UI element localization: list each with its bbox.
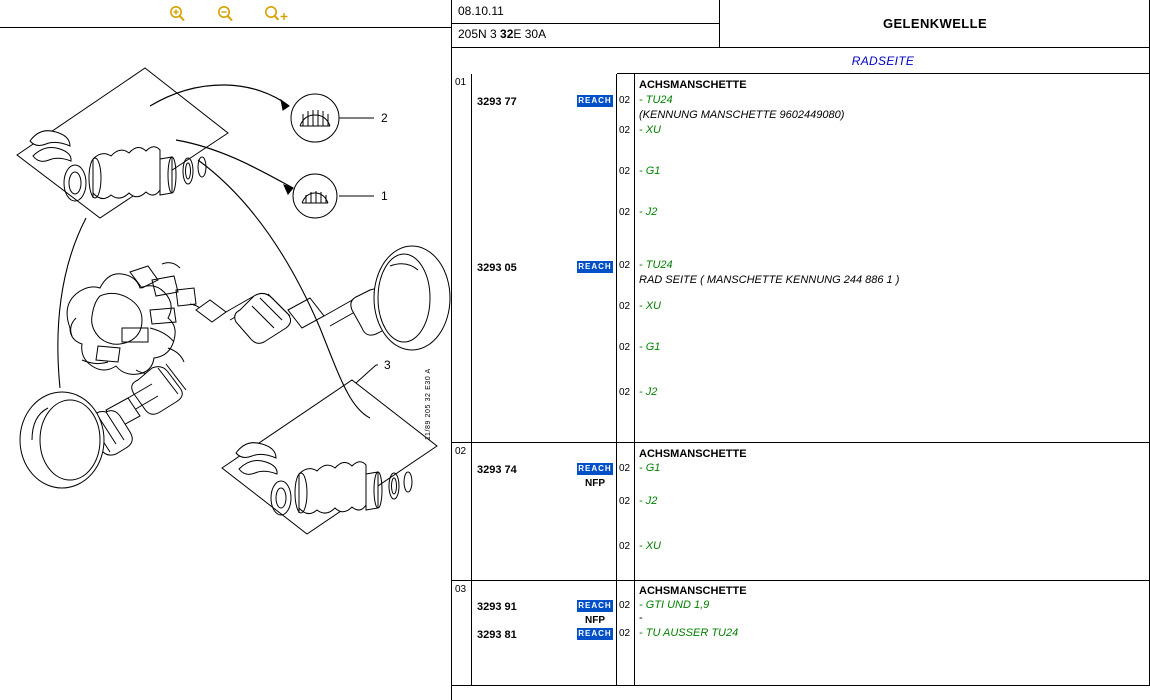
callout-number-3: 3 bbox=[384, 358, 391, 372]
description-variant: - TU24 bbox=[639, 94, 673, 106]
description-variant: - G1 bbox=[639, 341, 661, 353]
description-variant: - G1 bbox=[639, 165, 661, 177]
part-number[interactable]: 3293 05 bbox=[477, 262, 517, 274]
quantity: 02 bbox=[619, 301, 631, 312]
quantity: 02 bbox=[619, 125, 631, 136]
reach-badge: REACH bbox=[578, 96, 612, 105]
group-descriptions bbox=[635, 581, 1149, 686]
callout-number-1: 1 bbox=[381, 189, 388, 203]
description-variant: - J2 bbox=[639, 495, 658, 507]
part-number[interactable]: 3293 81 bbox=[477, 629, 517, 641]
table-row bbox=[452, 74, 1149, 443]
quantity: 02 bbox=[619, 342, 631, 353]
quantity: 02 bbox=[619, 496, 631, 507]
table-row bbox=[452, 443, 1149, 581]
group-index: 02 bbox=[452, 443, 472, 580]
table-row bbox=[452, 581, 1149, 686]
quantity: 02 bbox=[619, 541, 631, 552]
quantity: 02 bbox=[619, 260, 631, 271]
reach-badge: REACH bbox=[578, 629, 612, 638]
description-variant: - XU bbox=[639, 124, 661, 136]
page-title: GELENKWELLE bbox=[882, 16, 988, 31]
quantity: 02 bbox=[619, 95, 631, 106]
drawing-code: 11/89 205 32 E30 A bbox=[425, 368, 432, 440]
header-left bbox=[452, 0, 720, 47]
description-title: ACHSMANSCHETTE bbox=[639, 585, 747, 597]
group-quantities bbox=[617, 74, 635, 442]
header-date: 08.10.11 bbox=[458, 4, 504, 18]
axle-shaft-illustration bbox=[0, 28, 451, 699]
callout-number-2: 2 bbox=[381, 111, 388, 125]
parts-table bbox=[452, 74, 1150, 686]
header-reference bbox=[458, 27, 546, 41]
group-index: 03 bbox=[452, 581, 472, 686]
zoom-fit-icon[interactable] bbox=[263, 4, 285, 24]
description-variant: - G1 bbox=[639, 462, 661, 474]
nfp-badge: NFP bbox=[585, 478, 605, 489]
description-variant: - J2 bbox=[639, 386, 658, 398]
diagram-panel bbox=[0, 0, 452, 700]
description-separator: - bbox=[639, 612, 643, 624]
quantity: 02 bbox=[619, 628, 631, 639]
header-divider bbox=[452, 23, 719, 24]
zoom-toolbar bbox=[0, 0, 451, 28]
reach-badge: REACH bbox=[578, 464, 612, 473]
group-references bbox=[472, 443, 617, 580]
document-header bbox=[452, 0, 1150, 48]
quantity: 02 bbox=[619, 387, 631, 398]
quantity: 02 bbox=[619, 600, 631, 611]
description-title: ACHSMANSCHETTE bbox=[639, 79, 747, 91]
group-references bbox=[472, 581, 617, 686]
header-ref-prefix: 205N 3 bbox=[458, 27, 501, 41]
description-note: RAD SEITE ( MANSCHETTE KENNUNG 244 886 1 ) bbox=[639, 274, 900, 286]
description-note: (KENNUNG MANSCHETTE 9602449080) bbox=[639, 109, 845, 121]
quantity: 02 bbox=[619, 207, 631, 218]
description-variant: - TU AUSSER TU24 bbox=[639, 627, 739, 639]
quantity: 02 bbox=[619, 463, 631, 474]
part-number[interactable]: 3293 91 bbox=[477, 601, 517, 613]
description-variant: - J2 bbox=[639, 206, 658, 218]
part-number[interactable]: 3293 74 bbox=[477, 464, 517, 476]
group-quantities bbox=[617, 581, 635, 686]
header-ref-suffix: E 30A bbox=[513, 27, 547, 41]
description-variant: - GTI UND 1,9 bbox=[639, 599, 710, 611]
description-variant: - XU bbox=[639, 540, 661, 552]
group-quantities bbox=[617, 443, 635, 580]
parts-panel bbox=[452, 0, 1150, 700]
description-variant: - XU bbox=[639, 300, 661, 312]
group-descriptions bbox=[635, 74, 1149, 442]
quantity: 02 bbox=[619, 166, 631, 177]
reach-badge: REACH bbox=[578, 601, 612, 610]
group-descriptions bbox=[635, 443, 1149, 580]
description-variant: - TU24 bbox=[639, 259, 673, 271]
header-ref-bold: 32 bbox=[500, 27, 514, 41]
group-references bbox=[472, 74, 617, 442]
zoom-out-icon[interactable] bbox=[215, 4, 237, 24]
description-title: ACHSMANSCHETTE bbox=[639, 448, 747, 460]
zoom-in-icon[interactable] bbox=[167, 4, 189, 24]
nfp-badge: NFP bbox=[585, 615, 605, 626]
section-title: RADSEITE bbox=[617, 48, 1150, 74]
part-number[interactable]: 3293 77 bbox=[477, 96, 517, 108]
reach-badge: REACH bbox=[578, 262, 612, 271]
group-index: 01 bbox=[452, 74, 472, 442]
